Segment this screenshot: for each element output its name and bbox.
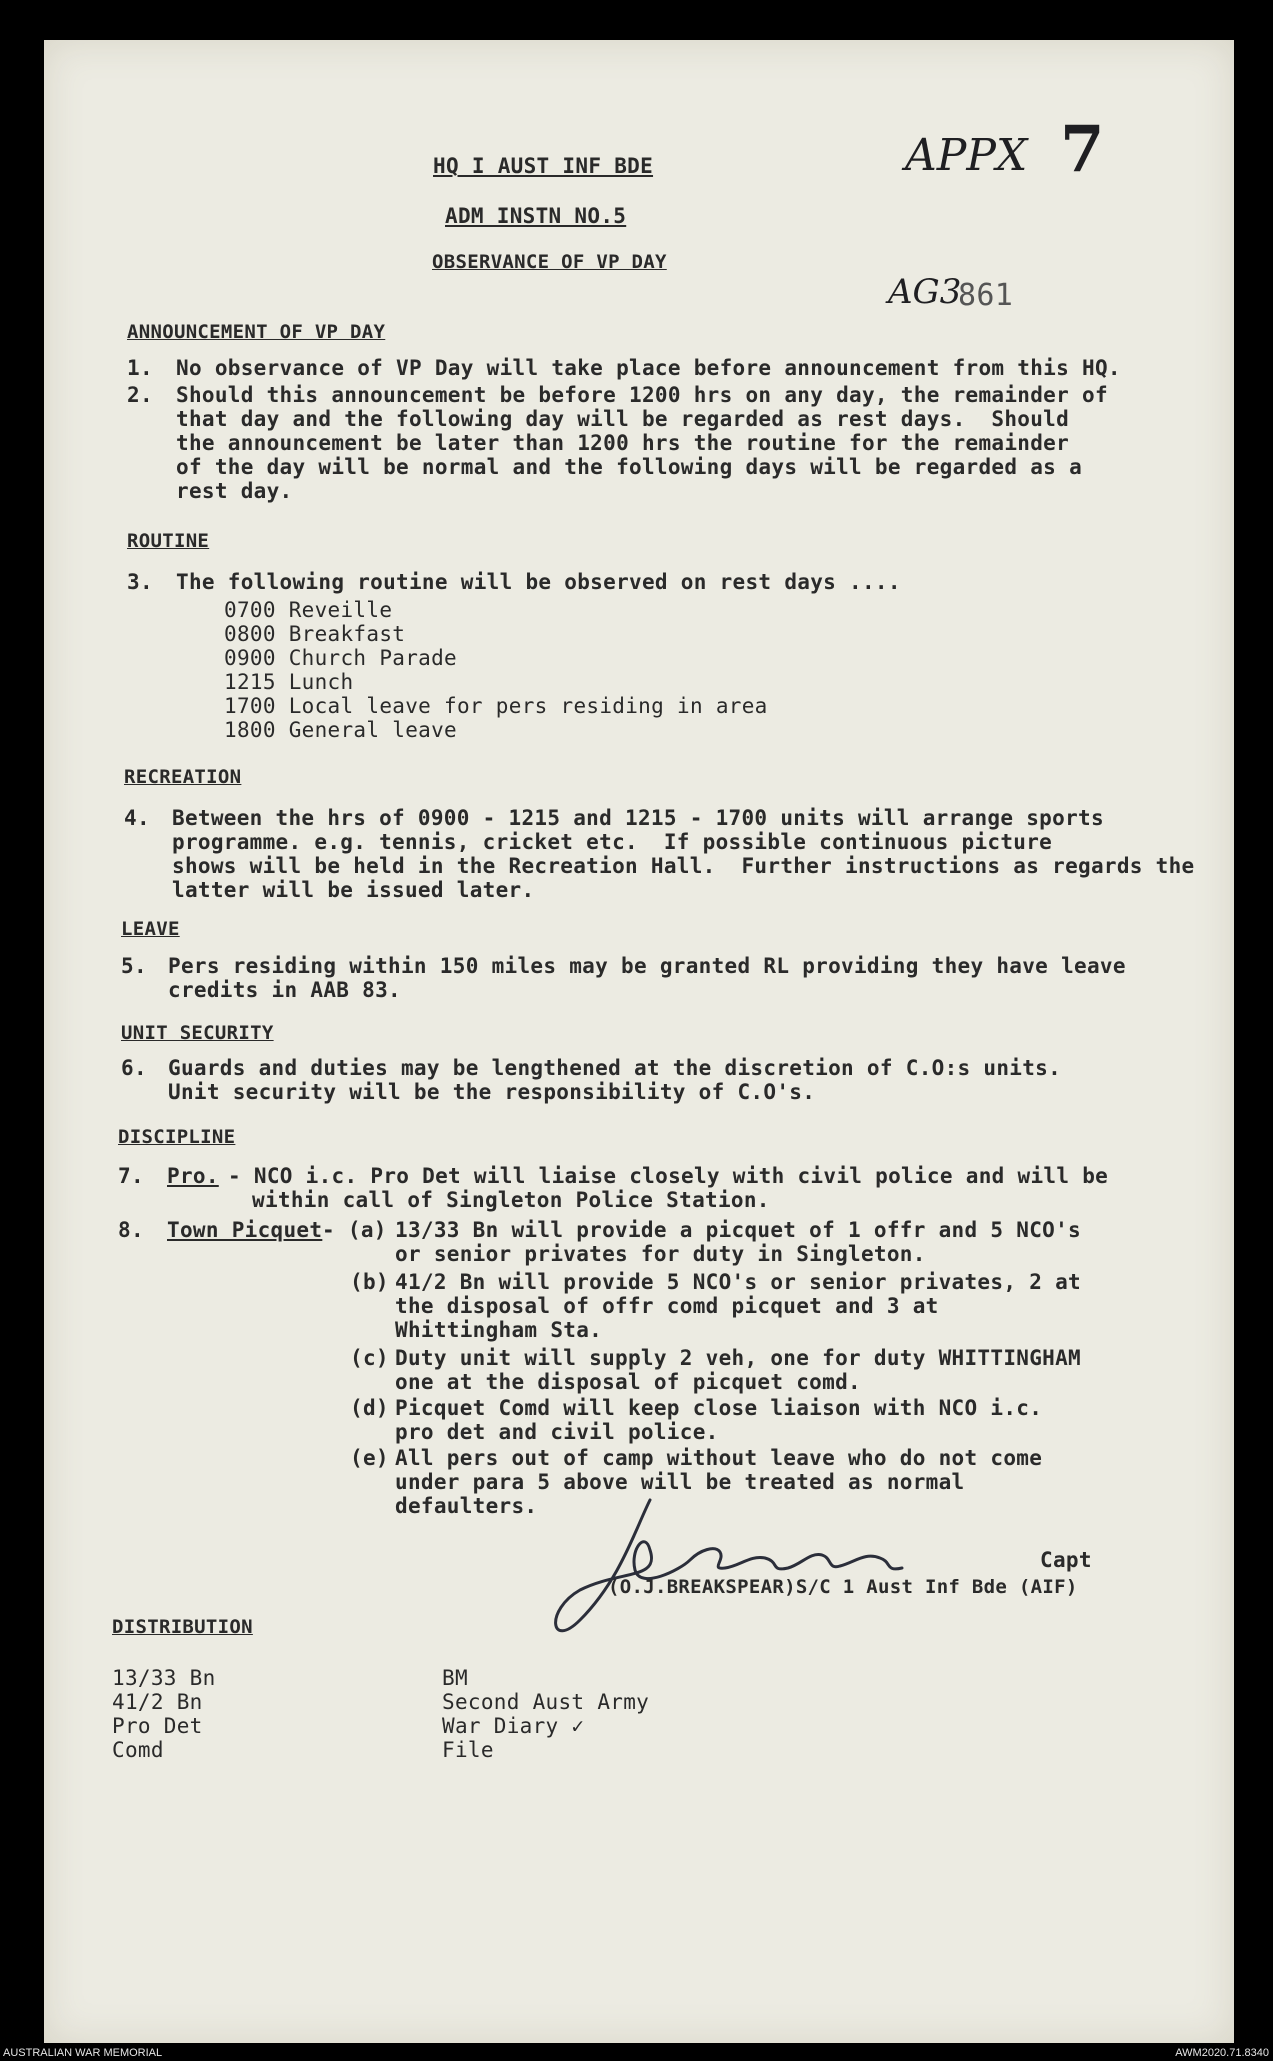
routine-item: 1700 Local leave for pers residing in area bbox=[224, 694, 768, 718]
para-8-label: Town Picquet bbox=[167, 1218, 323, 1242]
para-7-line: - NCO i.c. Pro Det will liaise closely with civil police and will be bbox=[228, 1164, 1109, 1188]
para-3-number: 3. bbox=[127, 570, 153, 594]
heading-discipline: DISCIPLINE bbox=[118, 1126, 236, 1148]
para-2-line: of the day will be normal and the following days will be regarded as a bbox=[176, 455, 1083, 479]
signature-rank: Capt bbox=[1040, 1548, 1092, 1572]
picquet-item-line: under para 5 above will be treated as normal bbox=[395, 1470, 965, 1494]
picquet-item-line: one at the disposal of picquet comd. bbox=[395, 1370, 861, 1394]
routine-item: 0900 Church Parade bbox=[224, 646, 457, 670]
distribution-left-item: 13/33 Bn bbox=[112, 1666, 216, 1690]
heading-unit-security: UNIT SECURITY bbox=[121, 1022, 274, 1044]
picquet-item-line: 13/33 Bn will provide a picquet of 1 offr and 5 NCO's bbox=[395, 1218, 1081, 1242]
appx-number: 7 bbox=[1060, 112, 1105, 187]
para-2-line: that day and the following day will be regarded as rest days. Should bbox=[176, 407, 1070, 431]
para-2-line: the announcement be later than 1200 hrs the routine for the remainder bbox=[176, 431, 1070, 455]
distribution-right-item: BM bbox=[442, 1666, 468, 1690]
para-4-line: programme. e.g. tennis, cricket etc. If possible continuous picture bbox=[172, 830, 1053, 854]
header-hq: HQ I AUST INF BDE bbox=[433, 154, 654, 178]
para-7-label: Pro. bbox=[167, 1164, 219, 1188]
picquet-item-line: defaulters. bbox=[395, 1494, 538, 1518]
distribution-right-item: Second Aust Army bbox=[442, 1690, 650, 1714]
heading-recreation: RECREATION bbox=[124, 766, 242, 788]
routine-item: 0800 Breakfast bbox=[224, 622, 406, 646]
picquet-item-letter: (d) bbox=[350, 1396, 389, 1420]
heading-leave: LEAVE bbox=[121, 918, 180, 940]
para-5-line: credits in AAB 83. bbox=[168, 978, 401, 1002]
picquet-item-line: Duty unit will supply 2 veh, one for duty WHITTINGHAM bbox=[395, 1346, 1081, 1370]
routine-item: 1215 Lunch bbox=[224, 670, 354, 694]
para-5-line: Pers residing within 150 miles may be granted RL providing they have leave bbox=[168, 954, 1126, 978]
picquet-item-line: Whittingham Sta. bbox=[395, 1318, 603, 1342]
distribution-right-item: File bbox=[442, 1738, 494, 1762]
picquet-item-line: pro det and civil police. bbox=[395, 1420, 719, 1444]
picquet-item-line: the disposal of offr comd picquet and 3 at bbox=[395, 1294, 939, 1318]
para-3-text: The following routine will be observed on rest days .... bbox=[176, 570, 901, 594]
distribution-left-item: Comd bbox=[112, 1738, 164, 1762]
reference-annotation: AG3 bbox=[888, 272, 962, 312]
para-6-line: Unit security will be the responsibility of C.O's. bbox=[168, 1080, 816, 1104]
signature-block: (O.J.BREAKSPEAR)S/C 1 Aust Inf Bde (AIF) bbox=[608, 1576, 1078, 1598]
para-7-line: within call of Singleton Police Station. bbox=[252, 1188, 770, 1212]
para-4-number: 4. bbox=[124, 806, 150, 830]
para-8-number: 8. bbox=[118, 1218, 144, 1242]
appx-annotation: APPX bbox=[905, 130, 1028, 181]
para-7-number: 7. bbox=[118, 1164, 144, 1188]
distribution-left-item: Pro Det bbox=[112, 1714, 203, 1738]
para-4-line: Between the hrs of 0900 - 1215 and 1215 - 1700 units will arrange sports bbox=[172, 806, 1104, 830]
distribution-right-item: War Diary ✓ bbox=[442, 1714, 585, 1738]
para-4-line: shows will be held in the Recreation Hall. Further instructions as regards the bbox=[172, 854, 1195, 878]
heading-announcement: ANNOUNCEMENT OF VP DAY bbox=[127, 321, 386, 343]
heading-routine: ROUTINE bbox=[127, 530, 210, 552]
picquet-item-line: or senior privates for duty in Singleton. bbox=[395, 1242, 926, 1266]
distribution-left-item: 41/2 Bn bbox=[112, 1690, 203, 1714]
para-1-text: No observance of VP Day will take place before announcement from this HQ. bbox=[176, 356, 1121, 380]
para-4-line: latter will be issued later. bbox=[172, 878, 535, 902]
picquet-item-letter: (b) bbox=[350, 1270, 389, 1294]
footer-institution: AUSTRALIAN WAR MEMORIAL bbox=[3, 2047, 163, 2059]
para-2-number: 2. bbox=[127, 383, 153, 407]
para-6-number: 6. bbox=[121, 1056, 147, 1080]
routine-item: 1800 General leave bbox=[224, 718, 457, 742]
para-2-line: rest day. bbox=[176, 479, 293, 503]
header-instruction: ADM INSTN NO.5 bbox=[445, 204, 627, 228]
footer-accession: AWM2020.71.8340 bbox=[1175, 2047, 1269, 2059]
picquet-item-letter: - (a) bbox=[322, 1218, 387, 1242]
picquet-item-line: 41/2 Bn will provide 5 NCO's or senior privates, 2 at bbox=[395, 1270, 1081, 1294]
para-2-line: Should this announcement be before 1200 hrs on any day, the remainder of bbox=[176, 383, 1108, 407]
reference-stamp: 861 bbox=[958, 278, 1014, 313]
header-subject: OBSERVANCE OF VP DAY bbox=[432, 251, 667, 273]
para-5-number: 5. bbox=[121, 954, 147, 978]
picquet-item-line: All pers out of camp without leave who do not come bbox=[395, 1446, 1043, 1470]
picquet-item-letter: (c) bbox=[350, 1346, 389, 1370]
para-1-number: 1. bbox=[127, 356, 153, 380]
picquet-item-line: Picquet Comd will keep close liaison with NCO i.c. bbox=[395, 1396, 1043, 1420]
heading-distribution: DISTRIBUTION bbox=[112, 1616, 253, 1638]
picquet-item-letter: (e) bbox=[350, 1446, 389, 1470]
para-6-line: Guards and duties may be lengthened at the discretion of C.O:s units. bbox=[168, 1056, 1062, 1080]
routine-item: 0700 Reveille bbox=[224, 598, 393, 622]
